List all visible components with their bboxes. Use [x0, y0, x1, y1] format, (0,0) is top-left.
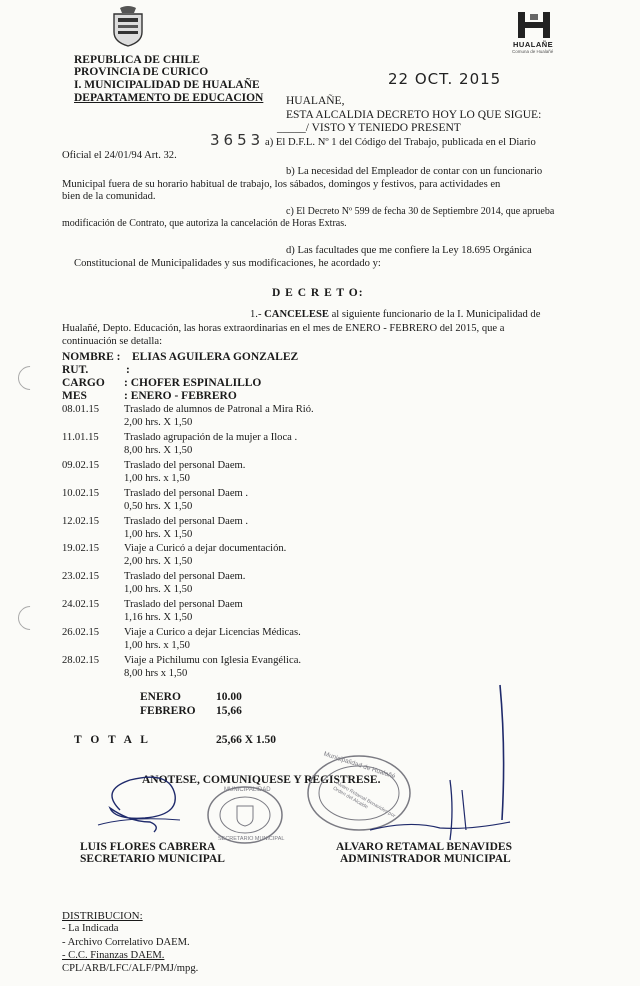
rut-separator: :: [126, 364, 130, 376]
consideration-c-line-2: modificación de Contrato, que autoriza la cancelación de Horas Extras.: [62, 218, 347, 229]
logo-subtext: Comuna de Hualañé: [512, 49, 554, 54]
hualane-logo-icon: [516, 10, 552, 40]
entry-date: 11.01.15: [62, 432, 99, 443]
distribution-item: - La Indicada: [62, 923, 119, 934]
rut-label: RUT.: [62, 364, 89, 376]
seal-left-text: MUNICIPALIDAD: [224, 787, 271, 793]
logo-text: HUALAÑE: [513, 40, 554, 49]
mes-label: MES: [62, 390, 87, 402]
entry-date: 08.01.15: [62, 404, 100, 415]
febrero-value: 15,66: [216, 705, 242, 717]
entry-date: 09.02.15: [62, 460, 100, 471]
entry-hours: 1,00 hrs. x 1,50: [124, 640, 190, 651]
entry-hours: 2,00 hrs. X 1,50: [124, 417, 193, 428]
entry-date: 23.02.15: [62, 571, 100, 582]
right-signature-icon: [350, 680, 530, 850]
closing-statement: ANOTESE, COMUNIQUESE Y REGISTRESE.: [142, 774, 381, 786]
cancel-line-1-rest: al siguiente funcionario de la I. Municipalidad de: [331, 309, 541, 320]
consideration-b-line-1: b) La necesidad del Empleador de contar con un funcionario: [286, 166, 543, 177]
punch-hole: [13, 601, 47, 635]
entry-hours: 1,16 hrs. X 1,50: [124, 612, 193, 623]
entry-description: Viaje a Pichilumu con Iglesia Evangélica.: [124, 655, 302, 666]
entry-date: 28.02.15: [62, 655, 100, 666]
entry-date: 10.02.15: [62, 488, 100, 499]
header-country: REPUBLICA DE CHILE: [74, 54, 200, 66]
distribution-initials: CPL/ARB/LFC/ALF/PMJ/mpg.: [62, 963, 199, 974]
municipal-crest-icon: [108, 4, 148, 48]
seal-left-bottom: SECRETARIO MUNICIPAL: [218, 836, 285, 842]
entry-description: Traslado del personal Daem.: [124, 460, 246, 471]
entry-date: 12.02.15: [62, 516, 100, 527]
intro-line-2: _____/ VISTO Y TENIEDO PRESENT: [277, 122, 461, 134]
left-signatory-name: LUIS FLORES CABRERA: [80, 841, 216, 853]
consideration-c-line-1: c) El Decreto Nº 599 de fecha 30 de Septiembre 2014, que aprueba: [286, 206, 555, 217]
entry-description: Traslado del personal Daem.: [124, 571, 246, 582]
entry-hours: 1,00 hrs. X 1,50: [124, 584, 193, 595]
consideration-b-line-3: bien de la comunidad.: [62, 191, 156, 202]
distribution-title: DISTRIBUCION:: [62, 910, 143, 922]
nombre-value: ELIAS AGUILERA GONZALEZ: [132, 351, 299, 363]
cancel-line-2: Hualañé, Depto. Educación, las horas extraordinarias en el mes de ENERO - FEBRERO del 2015, que a: [62, 323, 505, 334]
cargo-label: CARGO: [62, 377, 105, 389]
entry-description: Traslado de alumnos de Patronal a Mira Rió.: [124, 404, 314, 415]
entry-description: Traslado del personal Daem .: [124, 488, 249, 499]
punch-hole: [13, 361, 47, 395]
entry-hours: 0,50 hrs. X 1,50: [124, 501, 193, 512]
entry-hours: 1,00 hrs. X 1,50: [124, 529, 193, 540]
right-signatory-name: ALVARO RETAMAL BENAVIDES: [336, 841, 512, 853]
entry-hours: 2,00 hrs. X 1,50: [124, 556, 193, 567]
entry-description: Traslado del personal Daem: [124, 599, 243, 610]
header-province: PROVINCIA DE CURICO: [74, 66, 209, 78]
entry-date: 24.02.15: [62, 599, 100, 610]
intro-line-1: ESTA ALCALDIA DECRETO HOY LO QUE SIGUE:: [286, 109, 542, 121]
entry-description: Viaje a Curicó a dejar documentación.: [124, 543, 287, 554]
header-department: DEPARTAMENTO DE EDUCACION: [74, 92, 264, 104]
febrero-label: FEBRERO: [140, 705, 196, 717]
enero-value: 10.00: [216, 691, 242, 703]
decree-number-stamp: 3653: [210, 131, 265, 149]
seal-right-inner: Alvaro Retamal Benavides por Orden del Alcalde: [331, 780, 397, 820]
entry-date: 19.02.15: [62, 543, 100, 554]
cancel-line-3: continuación se detalla:: [62, 336, 163, 347]
entry-hours: 8,00 hrs x 1,50: [124, 668, 188, 679]
right-signatory-role: ADMINISTRADOR MUNICIPAL: [340, 853, 511, 865]
seal-right-top: Municipalidad de Hualañé: [322, 750, 397, 781]
entry-description: Viaje a Curico a dejar Licencias Médicas.: [124, 627, 301, 638]
left-signature-icon: [90, 770, 210, 836]
entry-date: 26.02.15: [62, 627, 100, 638]
place-label: HUALAÑE,: [286, 95, 345, 107]
cancel-line-1: [250, 309, 540, 321]
nombre-label: NOMBRE :: [62, 351, 121, 363]
cancel-prefix: 1.-: [250, 309, 262, 320]
consideration-b-line-2: Municipal fuera de su horario habitual de trabajo, los sábados, domingos y festivos, para actividades en: [62, 179, 501, 190]
header-municipality: I. MUNICIPALIDAD DE HUALAÑE: [74, 79, 260, 91]
consideration-a-line-1: a) El D.F.L. Nº 1 del Código del Trabajo, publicada en el Diario: [265, 137, 536, 148]
consideration-d-line-1: d) Las facultades que me confiere la Ley 18.695 Orgánica: [286, 245, 532, 256]
left-signatory-role: SECRETARIO MUNICIPAL: [80, 853, 225, 865]
entry-description: Traslado agrupación de la mujer a Iloca .: [124, 432, 298, 443]
mes-value: : ENERO - FEBRERO: [124, 390, 237, 402]
entry-hours: 1,00 hrs. x 1,50: [124, 473, 190, 484]
decreto-title: D E C R E T O:: [272, 287, 364, 299]
distribution-item: - Archivo Correlativo DAEM.: [62, 937, 190, 948]
entry-hours: 8,00 hrs. X 1,50: [124, 445, 193, 456]
total-label: T O T A L: [74, 734, 151, 746]
enero-label: ENERO: [140, 691, 181, 703]
date-stamp: 22 OCT. 2015: [388, 70, 502, 88]
distribution-item: - C.C. Finanzas DAEM.: [62, 950, 165, 961]
cancel-keyword: CANCELESE: [264, 309, 329, 320]
total-value: 25,66 X 1.50: [216, 734, 277, 746]
entry-description: Traslado del personal Daem .: [124, 516, 249, 527]
cargo-value: : CHOFER ESPINALILLO: [124, 377, 262, 389]
consideration-d-line-2: Constitucional de Municipalidades y sus modificaciones, he acordado y:: [74, 258, 381, 269]
consideration-a-line-2: Oficial el 24/01/94 Art. 32.: [62, 150, 177, 161]
